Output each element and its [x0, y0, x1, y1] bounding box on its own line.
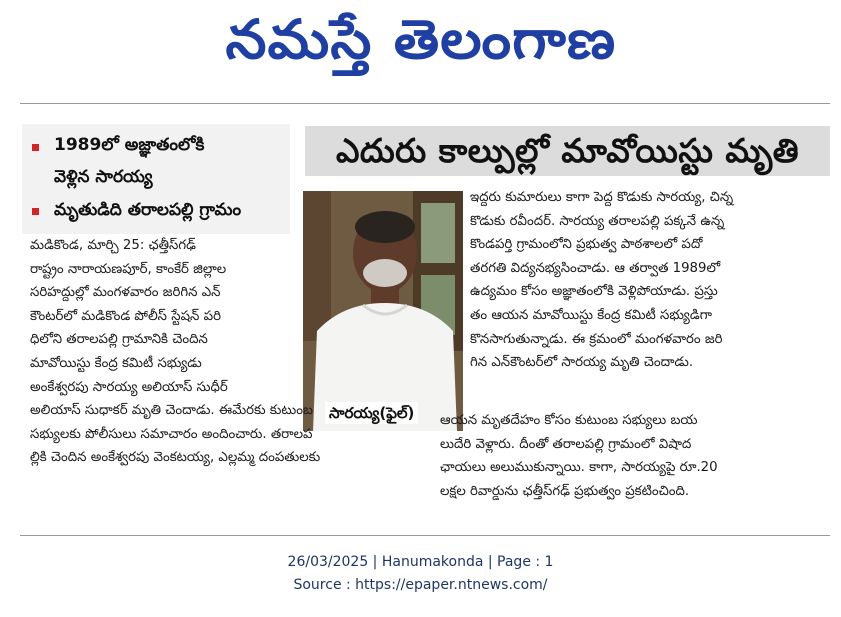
- article-right-continuation: [440, 409, 830, 503]
- newspaper-logo: నమస్తే తెలంగాణ: [225, 8, 616, 71]
- top-divider: [20, 103, 830, 104]
- highlight-line-2: వెళ్లిన సారయ్య: [54, 167, 153, 187]
- article-line: ఇద్దరు కుమారులు కాగా పెద్ద కొడుకు సారయ్య, చిన్న: [470, 190, 734, 205]
- article-line: కొండపర్తి గ్రామంలోని ప్రభుత్వ పాఠశాలలో పదో: [470, 237, 703, 253]
- article-line: లుదేరి వెళ్లారు. దీంతో తరాలపల్లి గ్రామంలో విషాద: [440, 436, 692, 452]
- article-line: ఛాయలు అలుముకున్నాయి. కాగా, సారయ్యపై రూ.20: [440, 460, 718, 476]
- bottom-divider: [20, 535, 830, 536]
- article-right-column: [470, 186, 830, 375]
- article-line: లక్షల రివార్డును ఛత్తీస్‌గఢ్ ప్రభుత్వం ప్రకటించింది.: [440, 483, 690, 499]
- article-line: కౌంటర్‌లో మడికొండ పోలీస్ స్టేషన్ పరి: [30, 308, 221, 324]
- article-line: మావోయిస్టు కేంద్ర కమిటీ సభ్యుడు: [30, 355, 202, 371]
- footer-date-edition: 26/03/2025 | Hanumakonda | Page : 1: [287, 554, 554, 570]
- masthead: [0, 4, 841, 76]
- article-line: గిన ఎన్‌కౌంటర్‌లో సారయ్య మృతి చెందాడు.: [470, 355, 694, 371]
- article-line: ధిలోని తరాలపల్లి గ్రామానికి చెందిన: [30, 332, 208, 348]
- article-line: ఉద్యమం కోసం అజ్ఞాతంలోకి వెళ్లిపోయాడు. ప్రస్తు: [470, 284, 718, 300]
- highlight-line-3: మృతుడిది తరాలపల్లి గ్రామం: [54, 200, 242, 220]
- highlight-line-1: 1989లో అజ్ఞాతంలోకి: [54, 135, 205, 155]
- article-line: కొడుకు రవీందర్. సారయ్య తరాలపల్లి పక్కనే ఉన్న: [470, 213, 725, 229]
- photo-caption: సారయ్య(ఫైల్): [325, 402, 418, 424]
- article-line: సభ్యులకు పోలీసులు సమాచారం అందించారు. తరాలప: [30, 426, 313, 442]
- article-left-column: [30, 234, 410, 470]
- article-line: తం ఆయన మావోయిస్టు కేంద్ర కమిటీ సభ్యుడిగా: [470, 307, 712, 323]
- article-line: అంకేశ్వరపు సారయ్య అలియాస్ సుధీర్: [30, 379, 228, 395]
- article-line: రాష్ట్రం నారాయణపూర్, కాంకేర్ జిల్లాల: [30, 261, 227, 277]
- article-line: కొనసాగుతున్నాడు. ఈ క్రమంలో మంగళవారం జరి: [470, 331, 723, 347]
- article-line: ఆయన మృతదేహం కోసం కుటుంబ సభ్యులు బయ: [440, 413, 698, 428]
- bullet-icon: [32, 208, 39, 215]
- article-line: ల్లికి చెందిన అంకేశ్వరపు వెంకటయ్య, ఎల్లమ్మ దంపతులకు: [30, 450, 321, 466]
- headline: ఎదురు కాల్పుల్లో మావోయిస్టు మృతి: [305, 126, 830, 176]
- article-line: మడికొండ, మార్చి 25: ఛత్తీస్‌గఢ్: [30, 238, 196, 253]
- highlight-box: [22, 124, 290, 234]
- bullet-icon: [32, 144, 39, 151]
- footer-source: Source : https://epaper.ntnews.com/: [293, 577, 548, 593]
- article-line: సరిహద్దుల్లో మంగళవారం జరిగిన ఎన్: [30, 285, 221, 301]
- article-line: అలియాస్ సుధాకర్ మృతి చెందాడు. ఈమేరకు కుటుంబ: [30, 403, 313, 419]
- article-line: తరగతి విద్యనభ్యసించాడు. ఆ తర్వాత 1989లో: [470, 260, 721, 276]
